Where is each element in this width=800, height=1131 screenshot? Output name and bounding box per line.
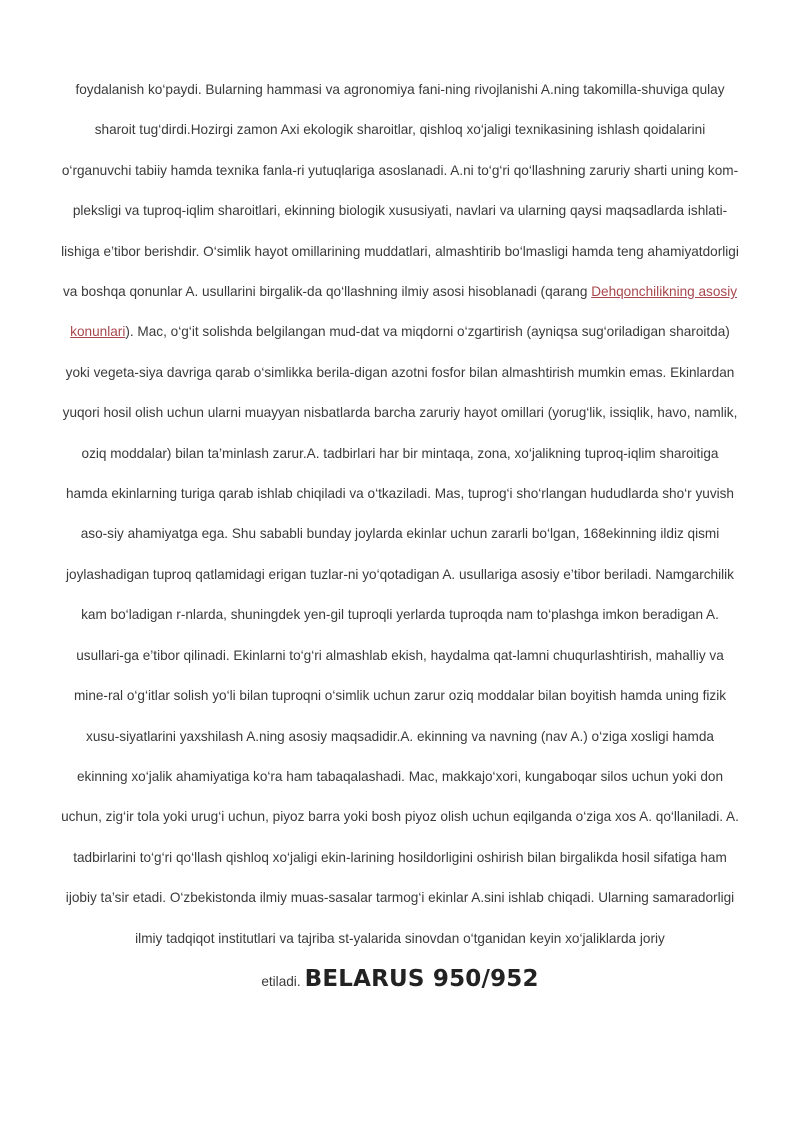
- article-page: [60, 70, 740, 1002]
- paragraph-text-after-link: ). Mac, o‘g‘it solishda belgilangan mud-dat va miqdorni o‘zgartirish (ayniqsa sug‘oriladigan sharoitda) yoki vegeta-siya davriga qarab o‘simlikka berila-digan azotni fosfor bilan almashtirish mumkin emas. Ekinlardan yuqori hosil olish uchun ularni muayyan nisbatlarda barcha zaruriy hayot omillari (yorug‘lik, issiqlik, havo, namlik, oziq moddalar) bilan ta’minlash zarur.A. tadbirlari har bir mintaqa, zona, xo‘jalikning tuproq-iqlim sharoitiga hamda ekinlarning turiga qarab ishlab chiqiladi va o‘tkaziladi. Mas, tuprog‘i sho‘rlangan hududlarda sho‘r yuvish aso-siy ahamiyatga ega. Shu sababli bunday joylarda ekinlar uchun zararli bo‘lgan, 168ekinning ildiz qismi joylashadigan tuproq qatlamidagi erigan tuzlar-ni yo‘qotadigan A. usullariga asosiy e’tibor beriladi. Namgarchilik kam bo‘ladigan r-nlarda, shuningdek yen-gil tuproqli yerlarda tuproqda nam to‘plashga imkon beradigan A. usullari-ga e’tibor qilinadi. Ekinlarni to‘g‘ri almashlab ekish, haydalma qat-lamni chuqurlashtirish, mahalliy va mine-ral o‘g‘itlar solish yo‘li bilan tuproqni o‘simlik uchun zarur oziq moddalar bilan boyitish hamda uning fizik xusu-siyatlarini yaxshilash A.ning asosiy maqsadidir.A. ekinning va navning (nav A.) o‘ziga xosligi hamda ekinning xo‘jalik ahamiyatiga ko‘ra ham tabaqalashadi. Mac, makkajo‘xori, kungaboqar silos uchun yoki don uchun, zig‘ir tola yoki urug‘i uchun, piyoz barra yoki bosh piyoz olish uchun eqilganda o‘ziga xos A. qo‘llaniladi. A. tadbirlarini to‘g‘ri qo‘llash qishloq xo‘jaligi ekin-larining hosildorligini oshirish bilan birgalikda hosil sifatiga ham ijobiy ta’sir etadi. O‘zbekistonda ilmiy muas-sasalar tarmog‘i ekinlar A.sini ishlab chiqadi. Ularning samaradorligi ilmiy tadqiqot institutlari va tajriba st-yalarida sinovdan o‘tganidan keyin xo‘jaliklarda joriy etiladi.: [61, 324, 739, 989]
- tractor-model-heading: BELARUS 950/952: [304, 965, 539, 992]
- article-paragraph: [60, 70, 740, 1002]
- reference-link[interactable]: Dehqonchilikning asosiy konunlari: [70, 284, 738, 340]
- paragraph-text-before-link: foydalanish ko‘paydi. Bularning hammasi va agronomiya fani-ning rivojlanishi A.ning takomilla-shuviga qulay sharoit tug‘dirdi.Hozirgi zamon Axi ekologik sharoitlar, qishloq xo‘jaligi texnikasining ishlash qoidalarini o‘rganuvchi tabiiy hamda texnika fanla-ri yutuqlariga asoslanadi. A.ni to‘g‘ri qo‘llashning zaruriy sharti uning kom-pleksligi va tuproq-iqlim sharoitlari, ekinning biologik xususiyati, navlari va ularning qaysi maqsadlarda ishlati-lishiga e’tibor berishdir. O‘simlik hayot omillarining muddatlari, almashtirib bo‘lmasligi hamda teng ahamiyatdorligi va boshqa qonunlar A. usullarini birgalik-da qo‘llashning ilmiy asosi hisoblanadi (qarang: [61, 82, 739, 300]
